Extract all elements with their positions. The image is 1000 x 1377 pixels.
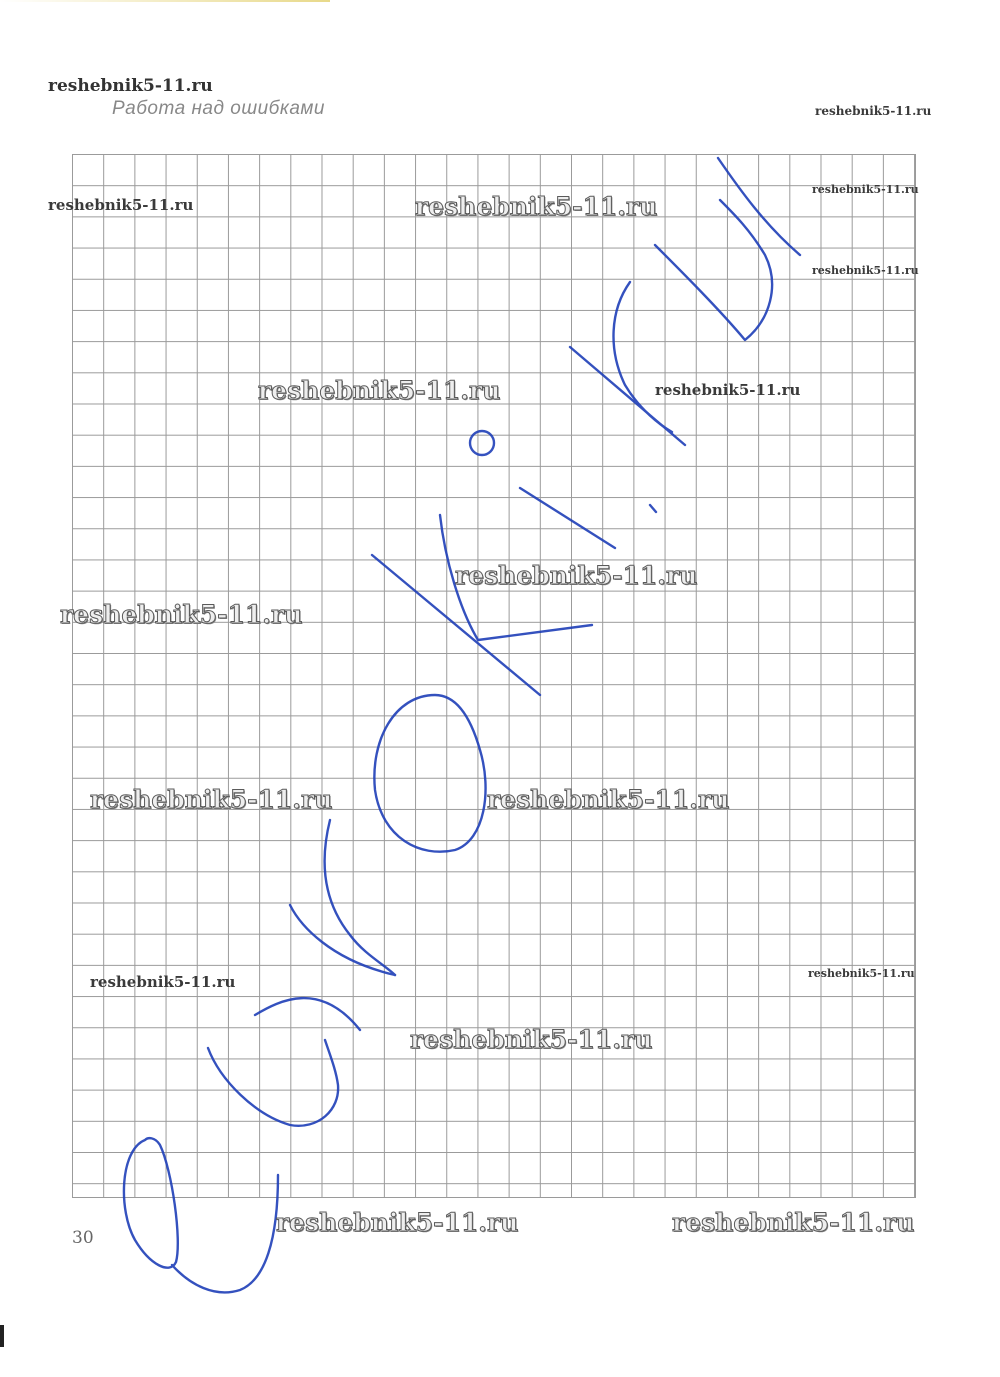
watermark-top-right: reshebnik5-11.ru: [815, 104, 932, 118]
ink-stroke-upper-4: [718, 158, 800, 255]
ink-stroke-dot-o: [470, 431, 494, 455]
ink-stroke-dot: [650, 505, 656, 512]
watermark-grid-top-right-2: reshebnik5-11.ru: [812, 264, 919, 277]
ink-stroke-o: [374, 695, 485, 852]
scan-edge-mark: [0, 1325, 4, 1347]
watermark-grid-top-right-1: reshebnik5-11.ru: [812, 183, 919, 196]
ink-stroke-i-1: [208, 1040, 338, 1126]
ink-stroke-i-2: [255, 998, 360, 1030]
ink-stroke-dash-1: [520, 488, 615, 548]
watermark-middle-right: reshebnik5-11.ru: [655, 381, 801, 399]
site-header: reshebnik5-11.ru: [48, 76, 213, 96]
watermark-lower-center-right: reshebnik5-11.ru: [487, 785, 730, 814]
ink-stroke-loop: [124, 1138, 178, 1268]
watermark-grid-top-center: reshebnik5-11.ru: [415, 192, 658, 221]
watermark-bottom-center: reshebnik5-11.ru: [410, 1025, 653, 1054]
watermark-footer-right: reshebnik5-11.ru: [672, 1208, 915, 1237]
watermark-footer-center: reshebnik5-11.ru: [276, 1208, 519, 1237]
ink-stroke-tail: [172, 1175, 278, 1292]
section-title: Работа над ошибками: [112, 98, 325, 119]
ink-stroke-l-1: [290, 905, 395, 975]
ink-stroke-upper-3: [655, 200, 772, 340]
watermark-center: reshebnik5-11.ru: [455, 561, 698, 590]
watermark-bottom-left-small: reshebnik5-11.ru: [90, 973, 236, 991]
watermark-bottom-right-small: reshebnik5-11.ru: [808, 967, 915, 980]
ink-stroke-upper-2: [614, 282, 672, 432]
page-number: 30: [72, 1228, 94, 1248]
watermark-left: reshebnik5-11.ru: [60, 600, 303, 629]
watermark-middle-left: reshebnik5-11.ru: [258, 376, 501, 405]
watermark-lower-left: reshebnik5-11.ru: [90, 785, 333, 814]
watermark-grid-top-left: reshebnik5-11.ru: [48, 196, 194, 214]
